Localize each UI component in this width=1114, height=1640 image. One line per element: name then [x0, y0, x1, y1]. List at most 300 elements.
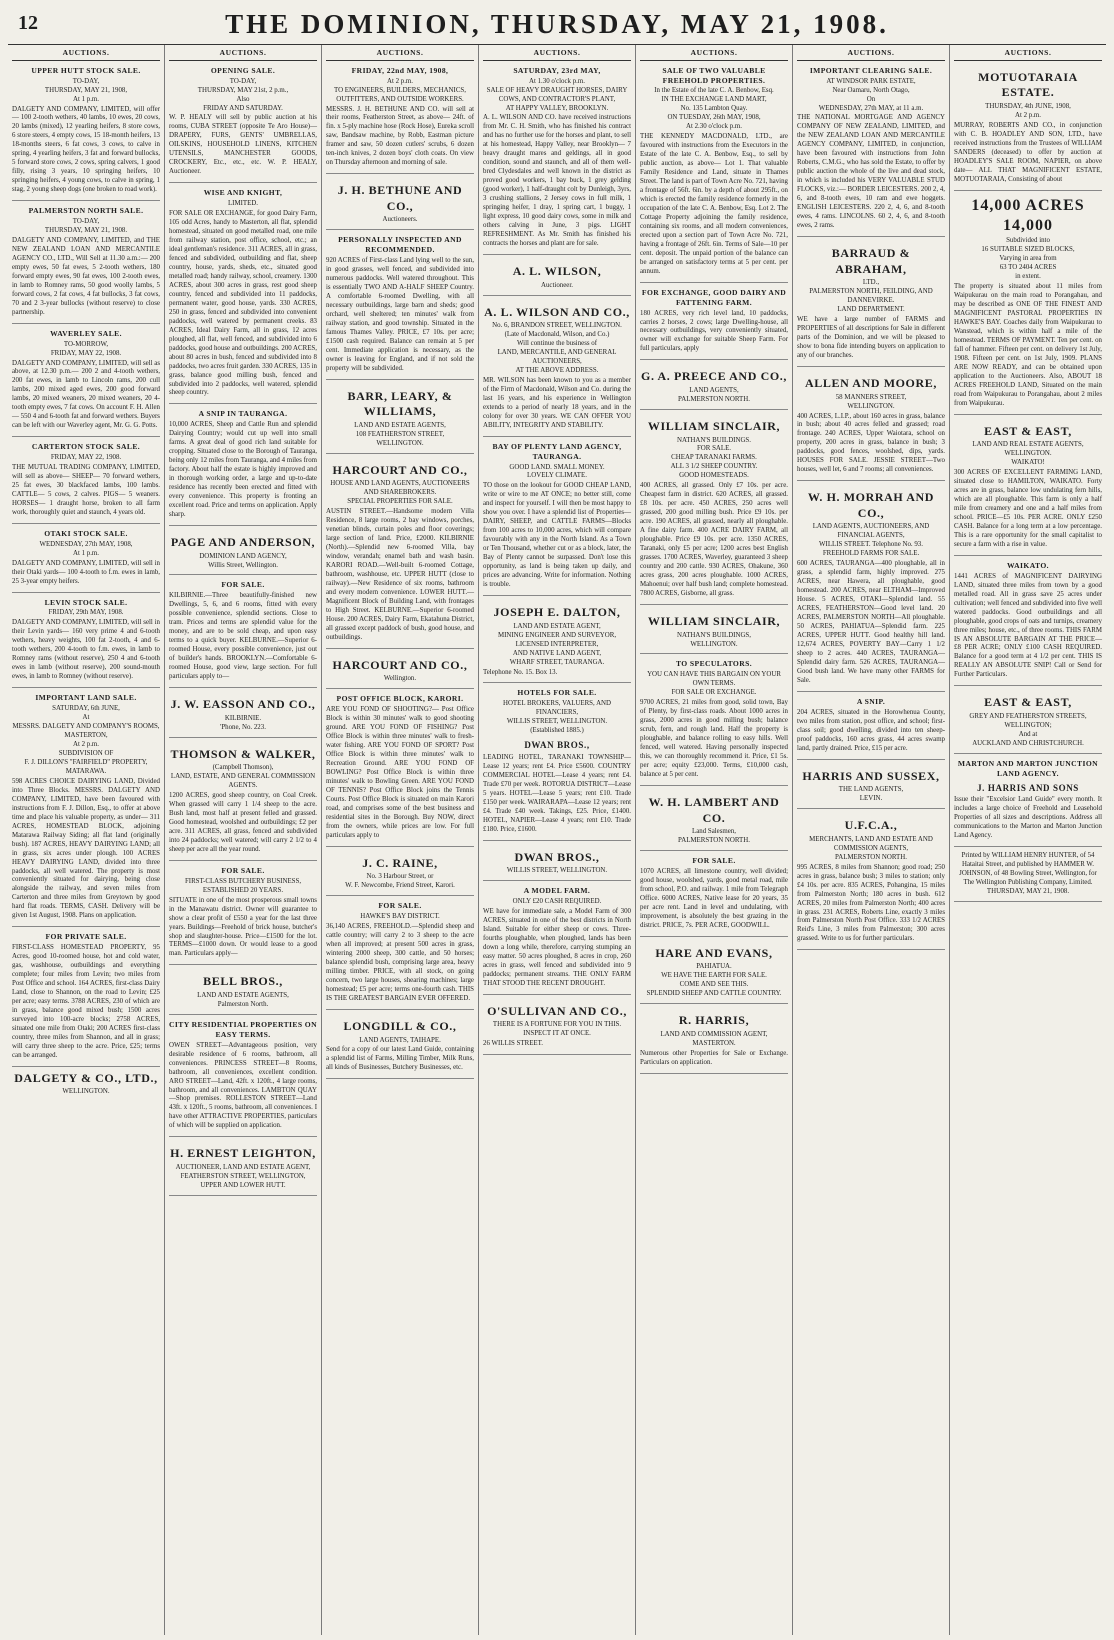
advertisement: [169, 529, 317, 576]
ad-body: FOR SALE OR EXCHANGE, for good Dairy Farm, 105 odd Acres, handy to Masterton, all flat, splendid homestead, situated on good metalled road, one mile from railway station, post office, school, etc.; an ideal gentleman's residence. 311 ACRES, all in grass, fenced and subdivided, outbuilding and flat, sheep country, house, yards, sheds, etc., situated good metalled road; handy railway, school, creamery. 1300 ACRES, about 300 acres in grass, rest good sheep country, fenced and subdivided into 11 paddocks, permanent water, good house, yards. 330 ACRES, 250 in grass, fenced and subdivided into convenient paddocks, well watered by permanent creeks. 83 ACRES, Ideal Dairy Farm, all in grass, 12 acres ploughed, all flat, well fenced, and subdivided into 6 paddocks, good house and outbuildings. 200 ACRES, about 80 acres in bush, fenced and subdivided into 8 paddocks, two acres fruit garden. 330 ACRES, 135 in grass, balance good milling bush, fenced and subdivided into 2 paddocks, well watered, splendid sheep country.: [169, 210, 317, 397]
ad-line: At 2 p.m.: [1014, 111, 1042, 119]
column-3: [322, 45, 479, 1635]
ad-body: ARE YOU FOND OF SHOOTING?— Post Office Block is within 30 minutes' walk to good shooting ground. ARE YOU FOND OF FISHING? Post Office Block is within three minutes' walk to fresh-water fishing. ARE YOU FOND OF SPORT? Post Office Block is within three minutes' walk to Recreation Ground. ARE YOU FOND OF BOWLING? Post Office Block is within three minutes' walk to Bowling Green. ARE YOU FOND OF TENNIS? Post Office Block joins the Tennis Courts. Post Office Block is situated on main Karori road, and comprises some of the best business and residential sites in the Borough. Buy NOW, direct from the owners, while prices are low. For full particulars apply to: [326, 706, 474, 839]
ad-line: At 1.30 o'clock p.m.: [529, 77, 585, 85]
ad-line: LAND AND ESTATE AGENTS,: [354, 421, 446, 429]
ad-line: COME AND SEE THIS.: [679, 981, 749, 989]
firm-name: HARCOURT AND CO.,: [332, 462, 468, 477]
advertisement: [326, 899, 474, 1010]
ad-body: 400 ACRES, all grassed. Only £7 10s. per acre. Cheapest farm in district. 620 ACRES, all grassed. £8 10s. per acre. 450 ACRES, 250 acres well grassed, 200 good milling bush. Price £9 10s. per acre. 190 ACRES, all grassed, nearly all ploughable. A fine dairy farm. 400 ACRE DAIRY FARM, all ploughable. Price £9 10s. per acre. 1350 ACRES, Taranaki, only £5 per acre; 1200 acres best English grasses. 1700 ACRES, Waverley, guaranteed 3 sheep country and 200 cattle. 930 ACRES, Ohakune, 360 acres grass, 200 acres ploughable. 1000 ACRES, Mahoenui; over half bush land; complete homestead. 7800 ACRES, Gisborne, all grass.: [640, 482, 788, 597]
ad-line: WEDNESDAY, 27th MAY, 1908,: [39, 540, 133, 548]
ad-body: 920 ACRES of First-class Land lying well to the sun, in good grasses, well fenced, and subdivided into numerous paddocks. Well watered throughout. This is essentially TWO AND A-HALF SHEEP Country. A comfortable 6-roomed Dwelling, with all necessary outbuildings, large barn and sheds; good orchard, well sheltered; ten minutes' walk from railway station, and good township. Situated in the famous Thames Valley. PRICE, £7 10s. per acre; £1500 cash required. Balance can remain at 5 per cent. Immediate application is necessary, as the owner is leaving for England, and if not sold the property will be subdivided.: [326, 257, 474, 372]
advertisement: [954, 559, 1102, 686]
ad-body: MR. WILSON has been known to you as a member of the Firm of Macdonald, Wilson and Co. during the last 16 years, and his experience in Wellington extends to a period of nearly 18 years, and in the colony for over 30 years. WE CAN OFFER YOU ABILITY, INTEGRITY AND STABILITY.: [483, 376, 631, 429]
advertisement: [954, 418, 1102, 556]
ad-line: SUBDIVISION OF: [58, 749, 114, 757]
advertisement: [483, 686, 631, 840]
ad-body: W. P. HEALY will sell by public auction at his rooms, CUBA STREET (opposite Te Aro House)— DRAPERY, FURS, GENTS' UMBRELLAS, OILSKINS, HOUSEHOLD LINENS, KITCHEN UTENSILS, MANCHESTER GOODS, CROCKERY, Etc., etc., etc. W. P. HEALY, Auctioneer.: [169, 114, 317, 176]
advertisement: [483, 884, 631, 995]
ad-line: MATARAWA.: [65, 767, 107, 775]
firm-name: J. C. RAINE,: [362, 855, 438, 870]
ad-line: Printed by WILLIAM HENRY HUNTER, of 54 Hataitai Street, and published by HAMMER W. JOHNSON, of 48 Bowling Street, Wellington, for The Wellington Publishing Company, Limited.: [959, 852, 1097, 886]
ad-line: (Campbell Thomson),: [212, 764, 274, 772]
ad-line: WELLINGTON.: [690, 640, 738, 648]
ad-line: NATHAN'S BUILDINGS,: [677, 631, 751, 639]
ad-line: TO-DAY,: [229, 77, 257, 85]
ad-body: THE KENNEDY MACDONALD, LTD., are favoured with instructions from the Executors in the Estate of the late C. A. Benbow, Esq., to sell by public auction, as above— Lot 1. That valuable Family Residence and Land, situate in Thames Street. The land is part of Town Acre No. 721, having a frontage of 56ft. 6in. by a depth of about 295ft., on which is erected the family residence formerly in the occupation of the late C. A. Benbow, Esq. Lot 2. The Cottage Property adjoining the family residence, containing six rooms, and all modern conveniences, erected upon a section part of Town Acre No. 721, having a frontage of 26ft. 6in. Terms of Sale—10 per cent. deposit. The unpaid portion of the balance can be arranged on satisfactory terms at 5 per cent. per annum.: [640, 133, 788, 275]
advertisement: [12, 527, 160, 593]
ad-line: WELLINGTON;: [1004, 721, 1052, 729]
ad-line: KILBIRNIE.: [224, 714, 262, 722]
ad-heading: FOR SALE.: [221, 865, 265, 875]
ad-heading: OTAKI STOCK SALE.: [44, 528, 128, 538]
ad-line: IN THE EXCHANGE LAND MART,: [661, 96, 767, 104]
ad-heading: SATURDAY, 23rd MAY,: [513, 65, 601, 75]
ad-heading: CITY RESIDENTIAL PROPERTIES ON EASY TERMS.: [169, 1019, 317, 1039]
ad-line: WILLIS STREET, WELLINGTON.: [506, 867, 608, 875]
ad-body: SITUATE in one of the most prosperous small towns in the Manawatu district. Owner will guarantee to show a clear profit of £550 a year for the last three years. Buildings—Freehold of brick house, butcher's shop and slaughter-house. Price—£1500 for the lot. TERMS—£1000 down. Or would lease to a good man. Particulars apply—: [169, 896, 317, 958]
ad-body: WE have for immediate sale, a Model Farm of 300 ACRES, situated in one of the best districts in North Island. Suitable for either sheep or cows. Three-fourths ploughable, when ploughed, lands has been down a long while, therefore, carrying stumping an easy matter. 50 acres ploughed, 8 acres in crop, 260 acres in grass, well fenced and subdivided into 9 paddocks; permanent streams. THE ONLY FARM THAT STOOD THE RECENT DROUGHT.: [483, 908, 631, 987]
ad-heading: FOR SALE.: [378, 901, 422, 911]
firm-name: PAGE AND ANDERSON,: [170, 534, 316, 549]
ad-line: LOVELY CLIMATE.: [527, 472, 587, 480]
advertisement: [12, 596, 160, 689]
ad-line: MERCHANTS, LAND AND ESTATE AND COMMISSION AGENTS,: [809, 835, 933, 852]
advertisement: [326, 64, 474, 175]
advertisement: [12, 930, 160, 1066]
ad-body: AUSTIN STREET.—Handsome modern Villa Residence, 8 large rooms, 2 bay windows, porches, venetian blinds, curtain poles and floor coverings; large section of land. Price, £2000. KILBIRNIE (North).—Splendid new 6-roomed Villa, bay window, verandah; enamel bath and wash basin. KARORI ROAD.—Well-built 6-roomed Cottage, bathroom, washhouse, etc. UPPER HUTT (close to railway).—New Residence of six rooms, bathroom and every modern convenience. LOWER HUTT.—Magnificent Block of Building Land, with frontages to High Street. KELBURNE.—Superior 6-roomed House. 200 ACRES, Dairy Farm, Ekatahuna District, all grassed except paddock of bush, good house, and outbuildings.: [326, 508, 474, 641]
advertisement: [954, 64, 1102, 191]
ad-line: WILLIS STREET, WELLINGTON.: [506, 718, 608, 726]
ad-heading: OPENING SALE.: [210, 65, 276, 75]
ad-line: FREEHOLD FARMS FOR SALE.: [822, 550, 920, 558]
advertisement: [169, 407, 317, 526]
ad-line: Will continue the business of: [516, 340, 598, 348]
ad-line: Auctioneer.: [541, 281, 573, 289]
ad-heading: FOR SALE.: [692, 856, 736, 866]
ad-body: 300 ACRES OF EXCELLENT FARMING LAND, situated close to HAMILTON, WAIKATO. Forty acres are in grass, balance low undulating fern hills, which are all ploughable. This farm is only a half mile from creamery and one and a half miles from school. PRICE—£5 10s. PER ACRE. ONLY £250 CASH. Balance for a long term at a low percentage. This is a rare opportunity for the small capitalist to secure a farm with a rise in value.: [954, 469, 1102, 548]
advertisement: [169, 578, 317, 688]
ad-line: AT WINDSOR PARK ESTATE,: [826, 77, 916, 85]
ad-line: At: [82, 714, 90, 722]
ad-line: SPLENDID SHEEP AND CATTLE COUNTRY.: [646, 990, 782, 998]
ad-body: Send for a copy of our latest Land Guide, containing a splendid list of Farms, Milling Timber, Milk Runs, all kinds of Businesses, Butchery Businesses, etc.: [326, 1046, 474, 1072]
ad-line: LEVIN.: [859, 795, 883, 803]
firm-name: HARRIS AND SUSSEX,: [802, 768, 940, 783]
ad-heading: IMPORTANT CLEARING SALE.: [809, 65, 933, 75]
ad-heading: POST OFFICE BLOCK, KARORI.: [336, 694, 464, 704]
advertisement: [640, 657, 788, 785]
advertisement: [797, 695, 945, 760]
ad-line: FOR SALE.: [696, 445, 732, 453]
ad-line: TO-MORROW,: [63, 340, 109, 348]
ad-line: GREY AND FEATHERSTON STREETS,: [969, 712, 1087, 720]
firm-name: BARR, LEARY, & WILLIAMS,: [347, 388, 453, 419]
advertisement: [954, 194, 1102, 415]
ad-body: THE MUTUAL TRADING COMPANY, LIMITED, will sell as above— SHEEP— 70 forward wethers, 25 fat ewes, 30 blackfaced lambs, 100 lambs. CATTLE— 5 cows, 2 calves. PIGS— 5 weaners. HORSES— 1 draught horse, broken to all farm work, thoroughly quiet and staunch, 4 years old.: [12, 464, 160, 516]
ad-line: HOTEL BROKERS, VALUERS, AND FINANCIERS,: [502, 700, 612, 717]
ad-line: WELLINGTON.: [1004, 450, 1052, 458]
ad-line: in extent.: [1015, 273, 1041, 281]
ad-body: The property is situated about 11 miles from Waipukurau on the main road to Porangahau, and may be described as ONE OF THE FINEST AND MAGNIFICENT PASTORAL PROPERTIES IN HAWKE'S BAY. Coaches daily from Waipukurau to Wanstead, which is within half a mile of the homestead. TERMS OF PAYMENT. Ten per cent. on fall of hammer. Fifteen per cent. on delivery 1st July, 1908. Fifteen per cent. on 1st July, 1909. PLANS ARE NOW READY, and can be obtained upon application to the Auctioneers. Also, ABOUT 18 ACRES FREEHOLD LAND, Situated on the main road from Waipukurau to Porangahau, about 2 miles from Waipukurau.: [954, 283, 1102, 407]
firm-name: HARE AND EVANS,: [655, 945, 773, 960]
firm-name: EAST & EAST,: [984, 695, 1072, 710]
ad-line: THURSDAY, MAY 21st, 2 p.m.,: [197, 86, 289, 94]
column-5: [636, 45, 793, 1635]
ad-line: WELLINGTON.: [847, 402, 895, 410]
ad-line: Near Oamaru, North Otago,: [832, 86, 910, 94]
ad-line: FOR SALE OR EXCHANGE.: [671, 689, 757, 697]
ad-line: 'Phone, No. 223.: [220, 723, 266, 731]
ad-body: 1070 ACRES, all limestone country, well divided; good house, woolshed, yards, good metal road, mile from school, P.O. and railway. 1 mile from Telegraph Office. 6000 ACRES, Native lease for 20 years, 35 per acre rent. Land in level and undulating, with improvement, is absolutely the best grazing in the district. PRICE, 7s. PER ACRE, GOODWILL.: [640, 867, 788, 929]
ad-body: Telephone No. 15. Box 13.: [483, 668, 558, 676]
advertisement: [169, 691, 317, 738]
ad-body: LEADING HOTEL, TARANAKI TOWNSHIP—Lease 12 years; rent £4. Price £5600. COUNTRY COMMERCIAL HOTEL—Lease 4 years; rent £4. Trade £70 per week. ROTORUA DISTRICT—Lease 5 years. HOTEL—Lease 5 years; rent £10. Trade £150 per week. WAIRARAPA—Lease 12 years; rent £4. Trade £40 week. Takings, £25. Price, £1400. HOTEL, NAPIER—Lease 4 years; rent £10. Trade £180. Price, £1600.: [483, 753, 631, 833]
ad-line: HAWKE'S BAY DISTRICT.: [360, 913, 440, 921]
advertisement: [169, 186, 317, 404]
ad-line: WAIKATO!: [1011, 459, 1045, 467]
ad-body: 204 ACRES, situated in the Horowhenua County, two miles from station, post office, and school; first-class soil; good dwelling, divided into ten sheep-proof paddocks, 160 acres grass, 44 acres swamp land, partly drained. Price, £15 per acre.: [797, 708, 945, 752]
advertisement: [483, 998, 631, 1056]
ad-body: THE NATIONAL MORTGAGE AND AGENCY COMPANY OF NEW ZEALAND, LIMITED, and the NEW ZEALAND LOAN AND MERCANTILE AGENCY COMPANY, LIMITED, in conjunction, have been favoured with instructions from John Roberts, C.M.G., who has sold the Estate, to offer by public auction the whole of the live and dead stock, in which is included his VERY VALUABLE STUD FLOCKS, viz.:— BORDER LEICESTERS. 200 2, 4, 6, and 8-tooth ewes, 10 ram and ewe hoggets. ENGLISH LEICESTERS. 220 2, 4, 6, and 8-tooth ewes, 4 rams. LINCOLNS. 60 2, 4, 6, and 8-tooth ewes, 2 rams.: [797, 114, 945, 230]
ad-line: INSPECT IT AT ONCE.: [523, 1030, 591, 1038]
ad-line: LAND AGENTS, TAIHAPE.: [359, 1036, 441, 1044]
ad-line: FRIDAY, MAY 22, 1908.: [50, 349, 122, 357]
ad-line: In the Estate of the late C. A. Benbow, Esq.: [654, 87, 774, 95]
ad-heading: WAVERLEY SALE.: [50, 328, 122, 338]
firm-name: W. H. LAMBERT AND CO.: [648, 794, 780, 825]
ad-line: ALL 3 1/2 SHEEP COUNTRY.: [670, 463, 758, 471]
firm-name: J. W. EASSON AND CO.,: [170, 697, 316, 712]
ad-line: GOOD LAND. SMALL MONEY.: [509, 463, 605, 471]
ad-line: THE LAND AGENTS,: [838, 786, 904, 794]
ad-line: AT HAPPY VALLEY, BROOKLYN.: [505, 104, 609, 112]
column-7: [950, 45, 1106, 1635]
column-6: [793, 45, 950, 1635]
ad-line: No. 6, BRANDON STREET, WELLINGTON.: [492, 322, 622, 330]
ad-line: LAND, ESTATE, AND GENERAL COMMISSION AGENTS.: [170, 773, 316, 790]
advertisement: [954, 850, 1102, 902]
advertisement: [483, 258, 631, 296]
advertisement: [640, 286, 788, 361]
ad-heading: IMPORTANT LAND SALE.: [35, 693, 137, 703]
ad-line: LAND AND ESTATE AGENTS,: [197, 992, 289, 1000]
ad-line: Willis Street, Wellington.: [208, 561, 278, 569]
advertisement: [326, 457, 474, 649]
firm-name: R. HARRIS,: [678, 1013, 750, 1028]
ad-heading: WAIKATO.: [1007, 560, 1049, 570]
ad-line: At 2 p.m.: [386, 77, 414, 85]
firm-name: HARCOURT AND CO.,: [332, 657, 468, 672]
ad-body: 400 ACRES, L.I.P., about 160 acres in grass, balance in bush; about 40 acres felled and grassed; road frontage. 240 ACRES, Upper Waiotara, school on property, 200 acres in grass, balance in bush; 3 paddocks, good fences, woolshed, dips, yards. HOUSES FOR SALE. JESSIE STREET—Two houses, well let, 6 and 7 rooms; all conveniences.: [797, 412, 945, 474]
firm-name: A. L. WILSON,: [512, 264, 602, 279]
ad-line: Auctioneers.: [382, 216, 418, 224]
ad-body: 180 ACRES, very rich level land, 10 paddocks, carries 2 horses, 2 cows; large Dwelling-house, all necessary outbuildings, very conveniently situated, owner will exchange for suitable Sheep Farm. For full particulars, apply: [640, 309, 788, 353]
ad-line: LAND DEPARTMENT.: [837, 306, 905, 314]
advertisement: [797, 370, 945, 481]
ad-line: WHARF STREET, TAURANGA.: [509, 658, 605, 666]
advertisement: [169, 741, 317, 861]
ad-body: 995 ACRES, 8 miles from Shannon; good road; 250 acres in grass, balance bush; 3 miles to station; only £4 10s. per acre. 835 ACRES, Pohangina, 15 miles from Palmerston North; 180 acres in bush. 612 ACRES, 20 miles from Palmerston North; 400 acres in grass. 231 ACRES, Roberts Line, exactly 3 miles from Palmerston North Post Office. 333 1/2 ACRES Reid's Line, 3 miles from Palmerston; 300 acres grassed. Write to us for further particulars.: [797, 863, 945, 943]
ad-body: DALGETY AND COMPANY, LIMITED, will offer— 100 2-tooth wethers, 40 lambs, 10 ewes, 20 cows, 20 lambs (mixed), 12 yearling heifers, 8 store cows, 6 store steers, 4 empty cows, 15 18-month heifers, 13 18-months steers, 6 fat cows, 3 cows, to calve in spring, 4 yearling heifers, 3 fat and forward bullocks, 5 forward store cows, 2 cows, spring calvers, 1 good filly, rising 3 years, 10 springing heifers, 10 springing heifers, 4 young cows, to calve in spring, 1 stag, 2 young sheep dogs (one broken to road work).: [12, 105, 160, 194]
ad-line: No. 3 Harbour Street, or: [366, 873, 434, 881]
advertisement: [169, 1140, 317, 1196]
ad-line: LAND, MERCANTILE, AND GENERAL AUCTIONEERS,: [497, 349, 617, 366]
ad-line: 16 SUITABLE SIZED BLOCKS,: [981, 246, 1075, 254]
ad-line: 63 TO 2404 ACRES: [999, 264, 1057, 272]
ad-body: 26 WILLIS STREET.: [483, 1040, 544, 1048]
ad-line: ESTABLISHED 20 YEARS.: [202, 886, 284, 894]
ad-line: YOU CAN HAVE THIS BARGAIN ON YOUR OWN TERMS.: [647, 671, 781, 688]
ad-line: AND NATIVE LAND AGENT,: [512, 649, 602, 657]
ad-heading: MARTON AND MARTON JUNCTION LAND AGENCY.: [957, 758, 1099, 778]
ad-line: Subdivided into: [1006, 237, 1050, 245]
advertisement: [326, 233, 474, 379]
ad-line: ONLY £20 CASH REQUIRED.: [512, 898, 602, 906]
ad-body: DALGETY AND COMPANY, LIMITED, will sell as above, at 12.30 p.m.— 200 2 and 4-tooth wethers, 200 fat ewes, in lamb to Lincoln rams, 200 cull lambs, 200 mixed aged ewes, 200 good forward lambs, 20 mixed weaners, 20 mixed weaners, 20 4-tooth empty ewes, 7 fat cows. On account F. H. Allen— 550 4 and 6-tooth fat and forward wethers. Buyers can be left with our Waverley agent, Mr. G. G. Potts.: [12, 359, 160, 430]
ad-line: LAND AND REAL ESTATE AGENTS,: [972, 441, 1084, 449]
firm-name: DWAN BROS.,: [514, 849, 600, 864]
ad-line: And at: [1018, 730, 1038, 738]
advertisement: [640, 413, 788, 605]
advertisement: [12, 64, 160, 201]
advertisement: [326, 177, 474, 230]
ad-heading: A MODEL FARM.: [523, 886, 591, 896]
ad-line: LTD.,: [862, 279, 880, 287]
ad-line: MESSRS. DALGETY AND COMPANY'S ROOMS, MASTERTON,: [12, 723, 160, 739]
column-header: AUCTIONS.: [954, 47, 1102, 61]
masthead: [8, 0, 1106, 45]
ad-body: WE have a large number of FARMS and PROPERTIES of all descriptions for Sale in different parts of the Dominion, and we will be pleased to show to bona fide intending buyers on application to any of our branches.: [797, 316, 945, 360]
ad-line: WELLINGTON.: [376, 439, 424, 447]
ad-body: 1200 ACRES, good sheep country, on Coal Creek. When grassed will carry 1 1/4 sheep to the acre. Bush land, most half at present felled and grassed. Good homestead, woolshed and outbuildings; £2 per acre. 311 ACRES, all grass, fenced and subdivided into 24 paddocks; well watered; will carry 2 1/2 to 4 sheep per acre all the year round.: [169, 792, 317, 853]
advertisement: [483, 440, 631, 596]
advertisement: [169, 968, 317, 1015]
ad-body: Issue their "Excelsior Land Guide" every month. It includes a large choice of Freehold and Leasehold Properties of all sizes and descriptions. Address all communications to the Marton and Marton Junction Land Agency.: [954, 796, 1102, 840]
ad-line: FIRST-CLASS BUTCHERY BUSINESS,: [184, 877, 302, 885]
ad-line: LICENSED INTERPRETER,: [515, 640, 599, 648]
firm-name: MOTUOTARAIA ESTATE.: [978, 69, 1078, 100]
ad-line: GOOD HOMESTEADS.: [679, 472, 749, 480]
ad-line: AUCKLAND AND CHRISTCHURCH.: [972, 739, 1084, 747]
ad-line: NATHAN'S BUILDINGS.: [677, 436, 751, 444]
ad-line: THURSDAY, MAY 21, 1908.: [44, 227, 128, 235]
ad-heading: TO SPECULATORS.: [675, 659, 753, 669]
ad-body: 10,000 ACRES, Sheep and Cattle Run and splendid Dairying Country; would cut up well into small farms. A great deal of good rich land suitable for cropping. Situated close to the Borough of Tauranga, being only 12 miles from Tauranga, and 4 miles from factory. About half the estate is highly improved and in thorough working order, a large and up-to-date residence has recently been erected and fitted with every convenience. This property is fronting an excellent road. Price and terms on application. Apply sharp.: [169, 421, 317, 518]
ad-line: On: [866, 95, 876, 103]
advertisement: [640, 608, 788, 655]
advertisement: [640, 1007, 788, 1073]
advertisement: [326, 850, 474, 897]
ad-line: At 2.30 o'clock p.m.: [686, 123, 742, 131]
ad-line: 108 FEATHERSTON STREET,: [355, 430, 445, 438]
ad-line: TO-DAY,: [72, 77, 100, 85]
ad-line: DOMINION LAND AGENCY,: [199, 552, 287, 560]
column-header: AUCTIONS.: [169, 47, 317, 61]
firm-name: EAST & EAST,: [984, 423, 1072, 438]
ad-heading: FRIDAY, 22nd MAY, 1908,: [351, 65, 449, 75]
advertisement: [954, 757, 1102, 847]
ad-heading: WISE AND KNIGHT,: [203, 188, 283, 198]
ad-heading: FOR PRIVATE SALE.: [45, 932, 127, 942]
advertisement: [640, 363, 788, 410]
ad-body: A. L. WILSON AND CO. have received instructions from Mr. C. H. Smith, who has finished his contract and has no further use for the horses and plant, to sell at his homestead, Happy Valley, near Brooklyn— 7 heavy draught mares and geldings, all in good condition, sound and staunch, and all of them well-bred Clydesdales and well known in the district as proved good workers, 1 bay buck, 1 grey gelding (good worker), 1 half-draught colt by Dunleigh, 3yrs, 3 crushing stallions, 2 Jersey cows in full milk, 1 springing heifer, 1 dray, 1 spring cart, 1 buggy, 1 light express, 10 good dairy cows, some in milk and others calving in June, 3 pigs. LIGHT REFRESHMENT. As Mr. Smith has finished his contracts the horses and plant are for sale.: [483, 114, 631, 248]
ad-line: FEATHERSTON STREET, WELLINGTON,: [180, 1172, 306, 1180]
ad-line: No. 135 Lambton Quay.: [680, 105, 748, 113]
firm-name: JOSEPH E. DALTON,: [493, 605, 621, 620]
ad-line: LIMITED.: [227, 200, 259, 208]
column-firm-place: WELLINGTON.: [62, 1088, 110, 1096]
firm-name: WILLIAM SINCLAIR,: [647, 418, 781, 433]
ad-heading: FOR SALE.: [221, 580, 265, 590]
advertisement: [640, 64, 788, 283]
ad-heading: UPPER HUTT STOCK SALE.: [31, 65, 141, 75]
column-header: AUCTIONS.: [797, 47, 945, 61]
column-2: [165, 45, 322, 1635]
acreage-banner: 14,000 ACRES 14,000: [971, 196, 1085, 235]
ad-body: 598 ACRES CHOICE DAIRYING LAND, Divided into Three Blocks. MESSRS. DALGETY AND COMPANY, LIMITED, have been favoured with instructions from F. J. Dillon, Esq., to offer at above time and place his valuable property, as under— 311 ACRES, HOMESTEAD BLOCK, adjoining Matarawa Railway Siding; all flat land (originally bush). 187 ACRES, HEAVY DAIRYING LAND; all in grass, six acres under plough. 100 ACRES HEAVY DAIRYING LAND, divided into three paddocks, all well watered. The property is most conveniently situated for dairying, being close alongside the railway, and seven miles from Carterton and three miles from Greytown by good hard flat roads. TERMS, CASH. Delivery will be given 1st August, 1908. Plans on application.: [12, 777, 160, 920]
ad-line: At 1 p.m.: [72, 95, 100, 103]
advertisement: [797, 64, 945, 237]
ad-heading: A SNIP.: [856, 696, 886, 706]
ad-line: 58 MANNERS STREET,: [835, 393, 907, 401]
ad-body: DALGETY AND COMPANY, LIMITED, will sell in their Otaki yards— 100 4-tooth to f.m. ewes in lamb, 25 3-year empty heifers.: [12, 559, 160, 585]
ad-line: PALMERSTON NORTH.: [678, 395, 750, 403]
ad-line: WEDNESDAY, 27th MAY, at 11 a.m.: [818, 104, 924, 112]
ad-line: AUCTIONEER, LAND AND ESTATE AGENT,: [175, 1163, 311, 1171]
advertisement: [640, 789, 788, 851]
ad-line: At 2 p.m.: [72, 740, 100, 748]
ad-line: PALMERSTON NORTH.: [678, 837, 750, 845]
firm-name: ALLEN AND MOORE,: [805, 375, 937, 390]
ad-line: W. F. Newcombe, Friend Street, Karori.: [345, 882, 455, 890]
ad-line: Land Salesmen,: [691, 828, 736, 836]
ad-line: THURSDAY, 4th JUNE, 1908,: [985, 102, 1071, 110]
ad-body: TO those on the lookout for GOOD CHEAP LAND, write or wire to me AT ONCE; no better still, come and inspect for yourself. I will then be most happy to show you over. I have a splendid list of Properties—DAIRY, SHEEP, and CATTLE FARMS—Blocks from 100 acres to 10,000 acres, which will compare favourably with any in the North Island. As a Town or Ten Thousand, whether cut or as a block, later, the Bay of Plenty cannot be surpassed. Don't lose this opportunity, as land is being taken up daily, and prices are advancing. Write for information. Nothing is trouble.: [483, 482, 631, 589]
ad-line: ON TUESDAY, 26th MAY, 1908,: [667, 114, 761, 122]
ad-line: WE HAVE THE EARTH FOR SALE.: [661, 972, 767, 980]
firm-name: G. A. PREECE AND CO.,: [641, 369, 787, 384]
advertisement: [12, 327, 160, 438]
advertisement: [640, 854, 788, 937]
firm-name: THOMSON & WALKER,: [170, 746, 316, 761]
advertisement: [954, 689, 1102, 753]
advertisement: [797, 240, 945, 367]
firm-name: WILLIAM SINCLAIR,: [647, 613, 781, 628]
firm-name: J. HARRIS AND SONS: [977, 782, 1079, 793]
ad-line: HOUSE AND LAND AGENTS, AUCTIONEERS AND SHAREBROKERS.: [330, 480, 470, 497]
ad-line: FRIDAY, MAY 22, 1908.: [50, 454, 122, 462]
ad-line: THERE IS A FORTUNE FOR YOU IN THIS.: [492, 1021, 622, 1029]
advertisement: [169, 864, 317, 966]
column-4: [479, 45, 636, 1635]
advertisement: [797, 484, 945, 692]
ad-line: LAND AGENTS, AUCTIONEERS, AND FINANCIAL AGENTS,: [812, 523, 930, 540]
firm-name: BELL BROS.,: [203, 974, 283, 989]
advertisement: [12, 440, 160, 524]
ad-body: OWEN STREET—Advantageous position, very desirable residence of 6 rooms, bathroom, all conveniences. PRINCESS STREET—8 Rooms, bathroom, all conveniences, excellent condition. ARO STREET—Land, 42ft. x 120ft., 4 large rooms, bathroom, and all conveniences. LAMBTON QUAY—Shop premises. ROLLESTON STREET—Land 43ft. x 120ft., 5 rooms, bathroom, all conveniences. I have other ATTRACTIVE PROPERTIES, particulars of which will be supplied on application.: [169, 1041, 317, 1130]
ad-line: LAND AGENTS,: [689, 386, 739, 394]
ad-line: Also: [236, 95, 250, 103]
ad-heading: FOR EXCHANGE, GOOD DAIRY AND FATTENING FARM.: [641, 287, 787, 307]
firm-name: U.F.C.A.,: [844, 818, 898, 833]
ad-line: FRIDAY, 29th MAY, 1908.: [48, 609, 124, 617]
newspaper-title: THE DOMINION, THURSDAY, MAY 21, 1908.: [225, 9, 889, 39]
ad-body: 600 ACRES, TAURANGA—400 ploughable, all in grass, a splendid farm, highly improved. 275 ACRES, near Hawera, all ploughable, good homestead. 200 ACRES, near ELTHAM—Improved House. 5 ACRES, OTAKI—Splendid land. 55 ACRES, FEATHERSTON—Good level land. 20 ACRES, PALMERSTON NORTH—All ploughable. 50 ACRES, PAHIATUA—Splendid farm. 225 ACRES, UPPER HUTT. Good healthy hill land. 12,674 ACRES, POVERTY BAY—Carry 1 1/2 sheep to 2 acres. 440 ACRES, TAURANGA—Splendid dairy farm. 526 ACRES, TAURANGA—Good bush land. We have many other FARMS for Sale.: [797, 560, 945, 684]
ad-line: Palmerston North.: [217, 1000, 269, 1008]
ad-heading: BAY OF PLENTY LAND AGENCY, TAURANGA.: [492, 441, 622, 461]
ad-line: PAHIATUA.: [696, 963, 732, 971]
ad-line: Wellington.: [383, 675, 417, 683]
advertisement: [483, 599, 631, 683]
ad-line: WILLIS STREET. Telephone No. 93.: [819, 541, 923, 549]
firm-name: A. L. WILSON AND CO.,: [484, 304, 630, 319]
ad-line: LAND AND COMMISSION AGENT,: [660, 1030, 768, 1038]
advertisement: [12, 691, 160, 927]
columns-container: [8, 45, 1106, 1635]
ad-line: F. J. DILLON'S "FAIRFIELD" PROPERTY,: [24, 758, 148, 766]
ad-body: 1441 ACRES of MAGNIFICENT DAIRYING LAND, situated three miles from town by a good metalled road. All in grass save 25 acres under cultivation; well fenced and subdivided into five well watered paddocks. Good outbuildings and all ploughable, good crops of oats and turnips, creamery three miles; house, etc., of three rooms. THIS FARM IS AN ABSOLUTE BARGAIN AT THE PRICE— £8 PER ACRE; ONLY £100 CASH REQUIRED. Balance for a good term at 4 1/2 per cent. THIS IS REALLY AN ABSOLUTE SNIP! Call or Send for Further Particulars.: [954, 572, 1102, 679]
advertisement: [326, 652, 474, 690]
ad-line: FRIDAY AND SATURDAY.: [203, 104, 283, 112]
ad-heading: A SNIP IN TAURANGA.: [198, 409, 288, 419]
advertisement: [483, 299, 631, 437]
ad-line: UPPER AND LOWER HUTT.: [200, 1181, 286, 1189]
column-1: [8, 45, 165, 1635]
ad-line: LAND AND ESTATE AGENT,: [513, 622, 601, 630]
ad-body: FIRST-CLASS HOMESTEAD PROPERTY, 95 Acres, good 10-roomed house, hot and cold water, gas, washhouse, outbuildings and everything complete; four miles from Levin; two miles from Post Office and school. 164 ACRES, first-class Dairy Land, close to Shannon, on the road to Levin; £25 per acre; easy terms. 3788 ACRES, 230 of which are in grass, balance good mixed bush; 1500 acres surveyed into 100-acre blocks; 2758 ACRES, situated one mile from Otaki; 200 ACRES first-class country, three miles from Shannon, and all in grass; will carry three sheep to the acre. Price, £25; terms can be arranged.: [12, 944, 160, 1059]
firm-name: H. ERNEST LEIGHTON,: [170, 1146, 316, 1161]
ad-heading: SALE OF TWO VALUABLE FREEHOLD PROPERTIES.: [662, 65, 766, 85]
column-header: AUCTIONS.: [326, 47, 474, 61]
advertisement: [169, 1018, 317, 1137]
ad-heading: PERSONALLY INSPECTED AND RECOMMENDED.: [338, 235, 462, 255]
column-header: AUCTIONS.: [483, 47, 631, 61]
ad-line: THURSDAY, MAY 21, 1908,: [44, 86, 128, 94]
column-header: AUCTIONS.: [12, 47, 160, 61]
ad-heading: LEVIN STOCK SALE.: [44, 597, 128, 607]
column-header: AUCTIONS.: [640, 47, 788, 61]
ad-body: 36,140 ACRES, FREEHOLD.—Splendid sheep and cattle country; will carry 2 to 3 sheep to the acre when all improved; at present 500 acres in grass, wintering 2000 sheep, 300 cattle, and 50 horses; balance splendid bush, comprising large area, heavy milling timber. PRICE, with all stock, on going concern, two large houses, shearing machines; large homestead; £5 per acre; terms one-fourth cash. THIS IS THE GREATEST BARGAIN EVER OFFERED.: [326, 923, 474, 1002]
ad-line: THURSDAY, MAY 21, 1908.: [986, 887, 1070, 895]
advertisement: [326, 383, 474, 454]
ad-heading: PALMERSTON NORTH SALE.: [28, 206, 144, 216]
ad-body: DALGETY AND COMPANY, LIMITED, will sell in their Levin yards— 160 very prime 4 and 6-tooth wethers, heavy weights, 100 fat 2-tooth, 4 and 6-tooth wethers, 200 4-tooth to f.m. ewes, in lamb to Romney rams (without reserve), 250 4 and 6-tooth ewes in lamb (without reserve), 200 sound-mouth ewes, in lamb to Romney (without reserve).: [12, 619, 160, 681]
firm-name: J. H. BETHUNE AND CO.,: [337, 183, 463, 213]
advertisement: [797, 763, 945, 810]
page-number: 12: [18, 12, 38, 34]
ad-line: TO ENGINEERS, BUILDERS, MECHANICS, OUTFITTERS, AND OUTSIDE WORKERS.: [334, 86, 466, 103]
ad-body: Numerous other Properties for Sale or Exchange. Particulars on application.: [640, 1049, 788, 1066]
ad-line: TO-DAY,: [72, 218, 100, 226]
advertisement: [12, 204, 160, 324]
ad-line: MASTERTON.: [692, 1039, 736, 1047]
advertisement: [169, 64, 317, 184]
firm-name: DWAN BROS.,: [524, 740, 590, 751]
ad-line: (Established 1885.): [530, 727, 584, 735]
ad-line: SALE OF HEAVY DRAUGHT HORSES, DAIRY COWS, AND CONTRACTOR'S PLANT,: [486, 86, 628, 103]
advertisement: [483, 844, 631, 882]
ad-body: 9700 ACRES, 21 miles from good, solid town, Bay of Plenty, by first-class roads. About 1000 acres in grass, 2000 acres in good milling bush; balance scrub, fern, and rough land. Half the property is ploughable, and balance rolling to easy hills. Well fenced, well watered. Having personally inspected this, we can thoroughly recommend it. Price, £1 5s. per acre; equity £23,000. Terms, £10,000 cash, balance at 5 per cent.: [640, 699, 788, 778]
ad-line: SATURDAY, 6th JUNE,: [52, 705, 120, 713]
ad-line: AT THE ABOVE ADDRESS.: [515, 367, 599, 375]
firm-name: BARRAUD & ABRAHAM,: [831, 246, 911, 276]
advertisement: [483, 64, 631, 255]
ad-body: MURRAY, ROBERTS AND CO., in conjunction with C. B. HOADLEY AND SON, LTD., have received instructions from the Trustees of WILLIAM SANDERS (deceased) to offer by auction at HOADLEY'S SALE ROOM, NAPIER, on above date— ALL THAT MAGNIFICENT ESTATE, MOTUOTARAIA, Consisting of about: [954, 121, 1102, 183]
ad-line: (Late of Macdonald, Wilson, and Co.): [504, 331, 610, 339]
ad-line: SPECIAL PROPERTIES FOR SALE.: [347, 498, 453, 506]
column-firm-name: DALGETY & CO., LTD.,: [14, 1070, 158, 1085]
